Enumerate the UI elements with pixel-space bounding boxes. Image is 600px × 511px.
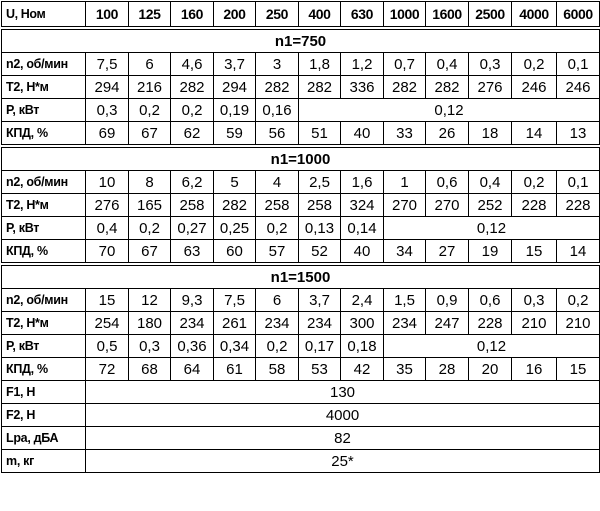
value-cell: 228 xyxy=(557,194,600,217)
value-cell: 261 xyxy=(214,312,256,335)
speed-group-header xyxy=(2,30,600,53)
value-cell: 1,5 xyxy=(384,289,426,312)
ratio-cell: 4000 xyxy=(512,2,557,27)
value-cell: 2,5 xyxy=(299,171,341,194)
value-cell: 0,2 xyxy=(129,99,171,122)
ratio-cell: 100 xyxy=(86,2,129,27)
value-cell: 0,4 xyxy=(426,53,469,76)
value-cell: 210 xyxy=(557,312,600,335)
value-cell: 234 xyxy=(256,312,299,335)
common-value-cell: 130 xyxy=(86,381,600,404)
row-label: F1, Н xyxy=(2,381,86,404)
speed-group-title: n1=750 xyxy=(2,30,600,53)
common-param-row xyxy=(2,427,600,450)
value-cell: 4,6 xyxy=(171,53,214,76)
ratio-cell: 2500 xyxy=(469,2,512,27)
power-row xyxy=(2,99,600,122)
output-speed-row xyxy=(2,171,600,194)
value-cell: 14 xyxy=(512,122,557,145)
value-cell: 294 xyxy=(214,76,256,99)
row-label: n2, об/мин xyxy=(2,53,86,76)
gearbox-spec-table xyxy=(1,1,600,473)
value-cell: 282 xyxy=(426,76,469,99)
value-cell: 276 xyxy=(86,194,129,217)
speed-group-title: n1=1500 xyxy=(2,266,600,289)
value-cell: 210 xyxy=(512,312,557,335)
row-label: КПД, % xyxy=(2,358,86,381)
ratio-cell: 125 xyxy=(129,2,171,27)
value-cell: 282 xyxy=(384,76,426,99)
value-cell: 59 xyxy=(214,122,256,145)
speed-group-header xyxy=(2,266,600,289)
ratio-cell: 6000 xyxy=(557,2,600,27)
value-cell: 6,2 xyxy=(171,171,214,194)
row-label: КПД, % xyxy=(2,122,86,145)
value-cell: 0,4 xyxy=(469,171,512,194)
value-cell: 324 xyxy=(341,194,384,217)
value-cell: 270 xyxy=(426,194,469,217)
value-cell: 67 xyxy=(129,240,171,263)
ratio-cell: 1000 xyxy=(384,2,426,27)
value-cell: 0,2 xyxy=(171,99,214,122)
value-cell: 1,8 xyxy=(299,53,341,76)
output-torque-row xyxy=(2,194,600,217)
value-cell: 180 xyxy=(129,312,171,335)
value-cell: 228 xyxy=(512,194,557,217)
value-cell: 0,2 xyxy=(256,217,299,240)
value-cell: 282 xyxy=(171,76,214,99)
value-cell: 12 xyxy=(129,289,171,312)
value-cell: 70 xyxy=(86,240,129,263)
value-cell: 28 xyxy=(426,358,469,381)
speed-group-header xyxy=(2,148,600,171)
value-cell: 0,4 xyxy=(86,217,129,240)
value-cell: 16 xyxy=(512,358,557,381)
efficiency-row xyxy=(2,358,600,381)
row-label: P, кВт xyxy=(2,99,86,122)
value-cell: 4 xyxy=(256,171,299,194)
ratio-cell: 400 xyxy=(299,2,341,27)
merged-value-cell: 0,12 xyxy=(384,335,600,358)
value-cell: 0,2 xyxy=(512,171,557,194)
value-cell: 15 xyxy=(86,289,129,312)
value-cell: 0,6 xyxy=(469,289,512,312)
value-cell: 0,2 xyxy=(129,217,171,240)
value-cell: 72 xyxy=(86,358,129,381)
value-cell: 51 xyxy=(299,122,341,145)
value-cell: 14 xyxy=(557,240,600,263)
value-cell: 246 xyxy=(512,76,557,99)
speed-group-title: n1=1000 xyxy=(2,148,600,171)
value-cell: 1 xyxy=(384,171,426,194)
value-cell: 1,2 xyxy=(341,53,384,76)
value-cell: 0,13 xyxy=(299,217,341,240)
value-cell: 0,17 xyxy=(299,335,341,358)
value-cell: 0,36 xyxy=(171,335,214,358)
value-cell: 0,5 xyxy=(86,335,129,358)
value-cell: 228 xyxy=(469,312,512,335)
value-cell: 0,7 xyxy=(384,53,426,76)
value-cell: 234 xyxy=(171,312,214,335)
merged-value-cell: 0,12 xyxy=(384,217,600,240)
value-cell: 0,27 xyxy=(171,217,214,240)
value-cell: 9,3 xyxy=(171,289,214,312)
value-cell: 258 xyxy=(299,194,341,217)
value-cell: 6 xyxy=(256,289,299,312)
value-cell: 3,7 xyxy=(214,53,256,76)
value-cell: 42 xyxy=(341,358,384,381)
value-cell: 0,2 xyxy=(256,335,299,358)
value-cell: 282 xyxy=(256,76,299,99)
row-label: P, кВт xyxy=(2,217,86,240)
value-cell: 53 xyxy=(299,358,341,381)
value-cell: 15 xyxy=(512,240,557,263)
value-cell: 270 xyxy=(384,194,426,217)
ratio-cell: 1600 xyxy=(426,2,469,27)
value-cell: 258 xyxy=(256,194,299,217)
row-label: F2, Н xyxy=(2,404,86,427)
table-body xyxy=(2,2,600,473)
value-cell: 0,19 xyxy=(214,99,256,122)
value-cell: 294 xyxy=(86,76,129,99)
value-cell: 15 xyxy=(557,358,600,381)
value-cell: 69 xyxy=(86,122,129,145)
value-cell: 0,25 xyxy=(214,217,256,240)
output-torque-row xyxy=(2,76,600,99)
value-cell: 0,16 xyxy=(256,99,299,122)
value-cell: 0,14 xyxy=(341,217,384,240)
value-cell: 0,9 xyxy=(426,289,469,312)
ratio-cell: 250 xyxy=(256,2,299,27)
value-cell: 34 xyxy=(384,240,426,263)
value-cell: 3 xyxy=(256,53,299,76)
common-value-cell: 4000 xyxy=(86,404,600,427)
value-cell: 2,4 xyxy=(341,289,384,312)
value-cell: 64 xyxy=(171,358,214,381)
value-cell: 276 xyxy=(469,76,512,99)
value-cell: 0,3 xyxy=(129,335,171,358)
value-cell: 10 xyxy=(86,171,129,194)
value-cell: 35 xyxy=(384,358,426,381)
row-label: P, кВт xyxy=(2,335,86,358)
value-cell: 68 xyxy=(129,358,171,381)
value-cell: 336 xyxy=(341,76,384,99)
output-speed-row xyxy=(2,53,600,76)
value-cell: 254 xyxy=(86,312,129,335)
value-cell: 0,34 xyxy=(214,335,256,358)
row-label: Lpa, дБА xyxy=(2,427,86,450)
value-cell: 3,7 xyxy=(299,289,341,312)
value-cell: 0,6 xyxy=(426,171,469,194)
common-param-row xyxy=(2,450,600,473)
value-cell: 40 xyxy=(341,240,384,263)
merged-value-cell: 0,12 xyxy=(299,99,600,122)
value-cell: 18 xyxy=(469,122,512,145)
value-cell: 282 xyxy=(299,76,341,99)
value-cell: 0,3 xyxy=(86,99,129,122)
ratio-cell: 200 xyxy=(214,2,256,27)
value-cell: 20 xyxy=(469,358,512,381)
value-cell: 5 xyxy=(214,171,256,194)
value-cell: 6 xyxy=(129,53,171,76)
value-cell: 7,5 xyxy=(214,289,256,312)
power-row xyxy=(2,217,600,240)
ratio-cell: 160 xyxy=(171,2,214,27)
value-cell: 258 xyxy=(171,194,214,217)
ratio-label: U, Ном xyxy=(2,2,86,27)
common-value-cell: 82 xyxy=(86,427,600,450)
value-cell: 165 xyxy=(129,194,171,217)
efficiency-row xyxy=(2,240,600,263)
value-cell: 26 xyxy=(426,122,469,145)
common-param-row xyxy=(2,381,600,404)
value-cell: 67 xyxy=(129,122,171,145)
value-cell: 234 xyxy=(299,312,341,335)
common-param-row xyxy=(2,404,600,427)
value-cell: 62 xyxy=(171,122,214,145)
value-cell: 252 xyxy=(469,194,512,217)
value-cell: 247 xyxy=(426,312,469,335)
value-cell: 0,1 xyxy=(557,171,600,194)
ratio-cell: 630 xyxy=(341,2,384,27)
efficiency-row xyxy=(2,122,600,145)
value-cell: 300 xyxy=(341,312,384,335)
row-label: КПД, % xyxy=(2,240,86,263)
power-row xyxy=(2,335,600,358)
value-cell: 57 xyxy=(256,240,299,263)
value-cell: 61 xyxy=(214,358,256,381)
value-cell: 27 xyxy=(426,240,469,263)
value-cell: 0,3 xyxy=(469,53,512,76)
value-cell: 19 xyxy=(469,240,512,263)
value-cell: 0,2 xyxy=(512,53,557,76)
value-cell: 40 xyxy=(341,122,384,145)
value-cell: 52 xyxy=(299,240,341,263)
value-cell: 0,18 xyxy=(341,335,384,358)
row-label: T2, Н*м xyxy=(2,76,86,99)
value-cell: 0,2 xyxy=(557,289,600,312)
output-speed-row xyxy=(2,289,600,312)
value-cell: 1,6 xyxy=(341,171,384,194)
common-value-cell: 25* xyxy=(86,450,600,473)
value-cell: 216 xyxy=(129,76,171,99)
value-cell: 56 xyxy=(256,122,299,145)
value-cell: 63 xyxy=(171,240,214,263)
row-label: m, кг xyxy=(2,450,86,473)
value-cell: 33 xyxy=(384,122,426,145)
row-label: T2, Н*м xyxy=(2,312,86,335)
row-label: n2, об/мин xyxy=(2,171,86,194)
value-cell: 7,5 xyxy=(86,53,129,76)
value-cell: 8 xyxy=(129,171,171,194)
value-cell: 58 xyxy=(256,358,299,381)
row-label: n2, об/мин xyxy=(2,289,86,312)
output-torque-row xyxy=(2,312,600,335)
value-cell: 0,3 xyxy=(512,289,557,312)
header-row xyxy=(2,2,600,27)
value-cell: 60 xyxy=(214,240,256,263)
value-cell: 13 xyxy=(557,122,600,145)
value-cell: 282 xyxy=(214,194,256,217)
value-cell: 234 xyxy=(384,312,426,335)
value-cell: 0,1 xyxy=(557,53,600,76)
row-label: T2, Н*м xyxy=(2,194,86,217)
value-cell: 246 xyxy=(557,76,600,99)
